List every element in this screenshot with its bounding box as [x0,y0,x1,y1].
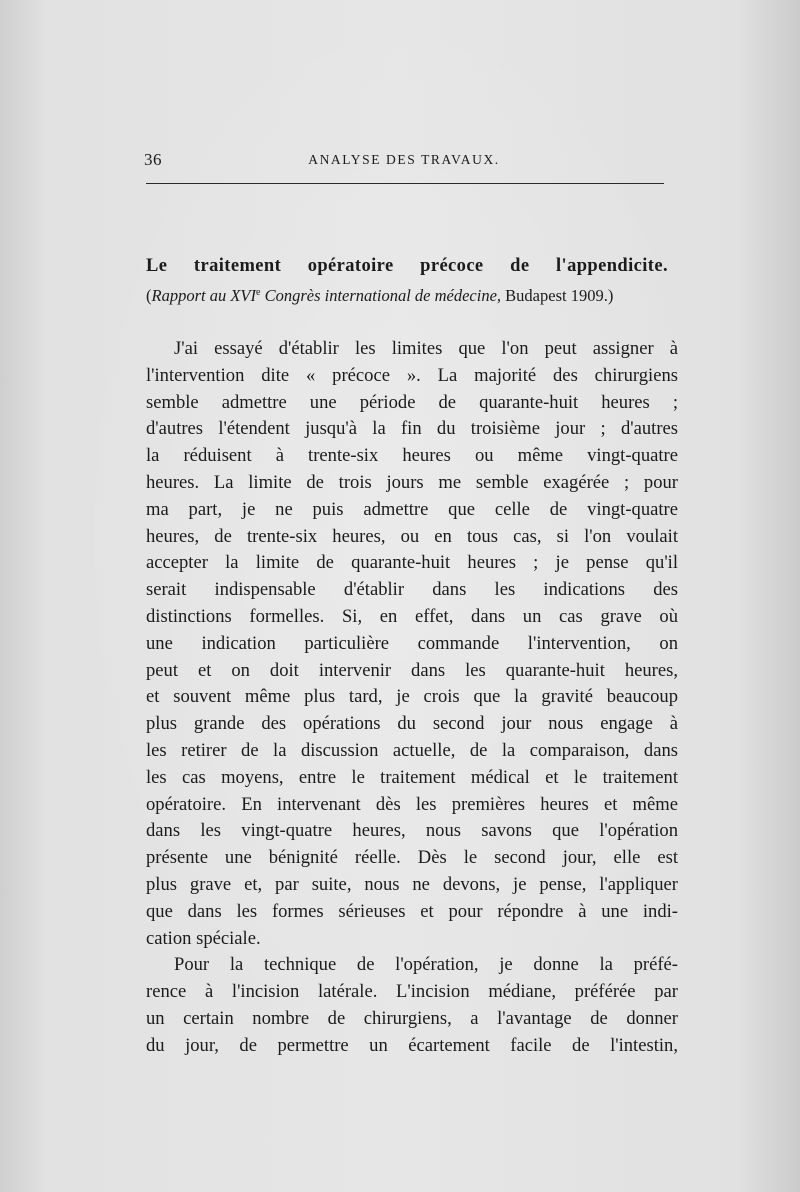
reference-open-paren: ( [146,286,152,305]
body-line: présente une bénignité réelle. Dès le second jour, elle est [146,847,678,869]
body-line: les cas moyens, entre le traitement médical et le traitement [146,766,678,788]
body-line: accepter la limite de quarante-huit heures ; je pense qu'il [146,552,678,574]
body-line: les retirer de la discussion actuelle, de la comparaison, dans [146,739,678,761]
body-line: serait indispensable d'établir dans les indications des [146,579,678,601]
running-head: ANALYSE DES TRAVAUX. [308,152,500,167]
body-line: heures, de trente-six heures, ou en tous cas, si l'on voulait [146,525,678,547]
body-line: la réduisent à trente-six heures ou même vingt-quatre [146,445,678,467]
body-line: et souvent même plus tard, je crois que la gravité beaucoup [146,686,678,708]
reference-italic-suffix: Congrès international de médecine, [260,286,502,305]
page-header [144,150,664,172]
body-line: d'autres l'étendent jusqu'à la fin du troisième jour ; d'autres [146,418,678,440]
body-line: peut et on doit intervenir dans les quarante-huit heures, [146,659,678,681]
body-line: dans les vingt-quatre heures, nous savons que l'opération [146,820,678,842]
body-line: ma part, je ne puis admettre que celle de vingt-quatre [146,498,678,520]
body-text [146,336,678,1060]
body-line: plus grande des opérations du second jour nous engage à [146,713,678,735]
article-title: Le traitement opératoire précoce de l'appendicite. [146,256,668,276]
header-rule [146,183,664,184]
reference-plain: Budapest 1909.) [501,286,614,305]
body-line: du jour, de permettre un écartement facile de l'intestin, [146,1034,678,1056]
body-line: une indication particulière commande l'intervention, on [146,632,678,654]
body-line: l'intervention dite « précoce ». La majorité des chirurgiens [146,364,678,386]
reference-italic-prefix: Rapport au XVI [151,286,256,305]
body-line: J'ai essayé d'établir les limites que l'on peut assigner à [174,338,678,359]
body-line: rence à l'incision latérale. L'incision médiane, préférée par [146,981,678,1003]
body-line: que dans les formes sérieuses et pour répondre à une indi- [146,900,678,922]
body-line: opératoire. En intervenant dès les premières heures et même [146,793,678,815]
body-line: plus grave et, par suite, nous ne devons, je pense, l'appliquer [146,873,678,895]
body-line: Pour la technique de l'opération, je donne la préfé- [174,954,678,976]
body-line: semble admettre une période de quarante-huit heures ; [146,391,678,413]
body-line: heures. La limite de trois jours me semble exagérée ; pour [146,471,678,493]
body-line: cation spéciale. [146,927,261,949]
body-line: un certain nombre de chirurgiens, a l'avantage de donner [146,1007,678,1029]
page-number: 36 [144,150,162,169]
body-line: distinctions formelles. Si, en effet, dans un cas grave où [146,605,678,627]
article-reference [146,286,668,306]
reference-superscript: e [256,287,261,298]
